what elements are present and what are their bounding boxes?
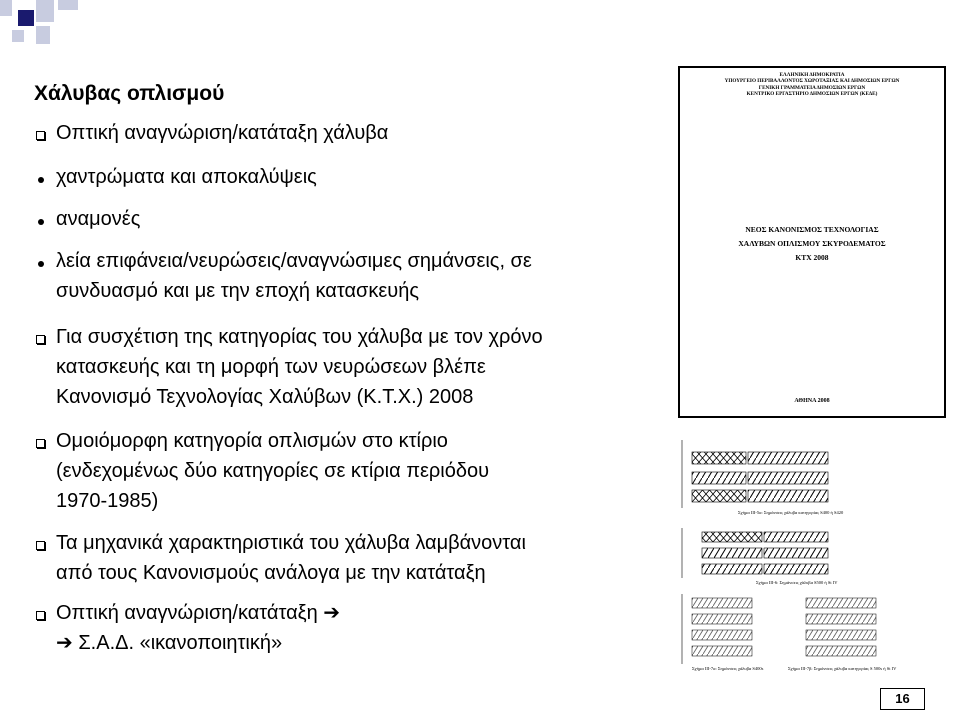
bullet-line: χαντρώματα και αποκαλύψεις <box>56 166 317 188</box>
rebar-caption-1: Σχήμα ΙΙΙ-5α: Σημάνσεις χάλυβα κατηγορίας S400 ή S420 <box>738 510 844 515</box>
rebar-group-2 <box>682 528 838 585</box>
dot-bullet-icon <box>38 177 44 183</box>
square-bullet-icon <box>36 131 45 140</box>
cover-header-line: ΚΕΝΤΡΙΚΟ ΕΡΓΑΣΤΗΡΙΟ ΔΗΜΟΣΙΩΝ ΕΡΓΩΝ (ΚΕΔΕ) <box>746 91 878 98</box>
rebar-caption-3: Σχήμα ΙΙΙ-7α: Σημάνσεις χάλυβα S400s <box>692 666 764 671</box>
bullet-text <box>56 118 388 148</box>
dot-bullet-icon <box>38 261 44 267</box>
rebar-group-1 <box>682 440 844 515</box>
cover-title-line: ΚΤΧ 2008 <box>795 253 829 262</box>
bullet-text <box>56 426 489 516</box>
bullet-line: Ομοιόμορφη κατηγορία οπλισμών στο κτίριο <box>56 430 448 452</box>
cover-header-line: ΓΕΝΙΚΗ ΓΡΑΜΜΑΤΕΙΑ ΔΗΜΟΣΙΩΝ ΕΡΓΩΝ <box>758 84 866 91</box>
slide-title: Χάλυβας οπλισμού <box>34 82 225 105</box>
bullet-line: Οπτική αναγνώριση/κατάταξη ➔ <box>56 602 341 624</box>
bullet-text <box>56 204 140 234</box>
bullet-marker <box>34 162 52 192</box>
bullet-marker <box>34 118 52 149</box>
rebar-group-4 <box>788 598 897 671</box>
bullet-text <box>56 598 340 658</box>
ktx-2008-cover-image <box>678 66 946 418</box>
rebar-markings-figure <box>678 438 946 676</box>
bullet-marker <box>34 246 52 276</box>
cover-title-line: ΧΑΛΥΒΩΝ ΟΠΛΙΣΜΟΥ ΣΚΥΡΟΔΕΜΑΤΟΣ <box>738 239 886 248</box>
bullet-line: λεία επιφάνεια/νευρώσεις/αναγνώσιμες σημάνσεις, σε <box>56 250 532 272</box>
bullet-marker <box>34 598 52 629</box>
cover-header <box>680 72 944 98</box>
bullet-line: κατασκευής και τη μορφή των νευρώσεων βλέπε <box>56 356 486 378</box>
bullet-line: αναμονές <box>56 208 141 230</box>
square-bullet-icon <box>36 335 45 344</box>
bullet-marker <box>34 322 52 353</box>
cover-header-line: ΕΛΛΗΝΙΚΗ ΔΗΜΟΚΡΑΤΙΑ <box>779 72 845 78</box>
bullet-line: Τα μηχανικά χαρακτηριστικά του χάλυβα λαμβάνονται <box>56 532 526 554</box>
bullet-line: συνδυασμό και με την εποχή κατασκευής <box>56 280 420 302</box>
dot-bullet-icon <box>38 219 44 225</box>
bullet-line: 1970-1985) <box>56 490 159 512</box>
rebar-caption-2: Σχήμα ΙΙΙ-6: Σημάνσεις χάλυβα S500 ή St IV <box>756 580 838 585</box>
bullet-marker <box>34 204 52 234</box>
bullet-line: ➔ Σ.Α.Δ. «ικανοποιητική» <box>56 632 283 654</box>
bullet-line: από τους Κανονισμούς ανάλογα με την κατάταξη <box>56 562 486 584</box>
bullet-text <box>56 322 543 412</box>
rebar-caption-4: Σχήμα ΙΙΙ-7β: Σημάνσεις χάλυβα κατηγορίας S 500s ή St IV <box>788 666 897 671</box>
page-number: 16 <box>880 688 925 710</box>
bullet-line: Κανονισμό Τεχνολογίας Χαλύβων (Κ.Τ.Χ.) 2008 <box>56 386 474 408</box>
bullet-line: (ενδεχομένως δύο κατηγορίες σε κτίρια περιόδου <box>56 460 490 482</box>
square-bullet-icon <box>36 611 45 620</box>
cover-footer: ΑΘΗΝΑ 2008 <box>794 398 830 404</box>
cover-title-line: ΝΕΟΣ ΚΑΝΟΝΙΣΜΟΣ ΤΕΧΝΟΛΟΓΙΑΣ <box>745 225 879 234</box>
bullet-marker <box>34 426 52 457</box>
bullet-line: Οπτική αναγνώριση/κατάταξη χάλυβα <box>56 122 389 144</box>
bullet-text <box>56 162 317 192</box>
square-bullet-icon <box>36 541 45 550</box>
bullet-text <box>56 246 532 306</box>
square-bullet-icon <box>36 439 45 448</box>
rebar-group-3 <box>682 594 764 671</box>
bullet-marker <box>34 528 52 559</box>
cover-title <box>680 223 944 265</box>
bullet-text <box>56 528 526 588</box>
cover-header-line: ΥΠΟΥΡΓΕΙΟ ΠΕΡΙΒΑΛΛΟΝΤΟΣ ΧΩΡΟΤΑΞΙΑΣ ΚΑΙ ΔΗΜΟΣΙΩΝ ΕΡΓΩΝ <box>724 78 900 85</box>
bullet-line: Για συσχέτιση της κατηγορίας του χάλυβα με τον χρόνο <box>56 326 543 348</box>
